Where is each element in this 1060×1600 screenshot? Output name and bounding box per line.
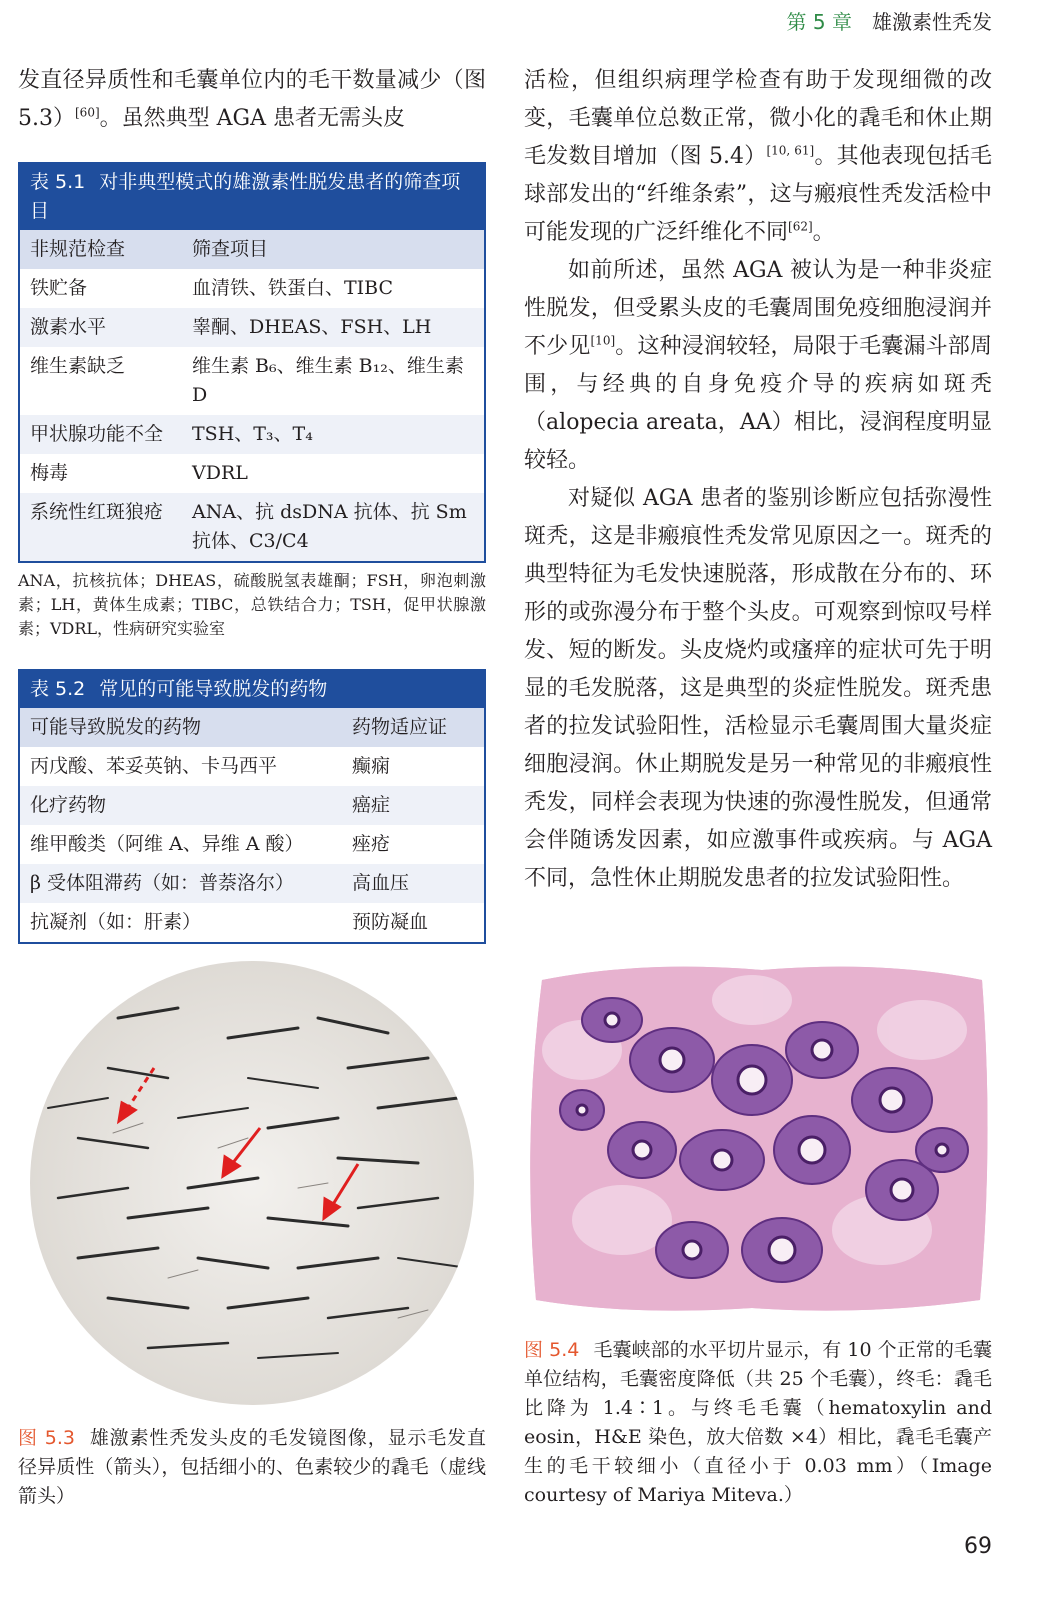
table-row	[20, 864, 484, 903]
table-row	[20, 347, 484, 415]
table-cell: VDRL	[192, 462, 248, 484]
figure-5-4-label: 图 5.4	[524, 1339, 580, 1361]
table-cell: β 受体阻滞药（如：普萘洛尔）	[30, 872, 295, 894]
left-paragraph	[18, 62, 486, 138]
page-number: 69	[964, 1534, 992, 1559]
table-cell: 预防凝血	[352, 911, 429, 933]
figure-5-3-label: 图 5.3	[18, 1427, 75, 1449]
figure-5-3-caption-text: 雄激素性秃发头皮的毛发镜图像，显示毛发直径异质性（箭头），包括细小的、色素较少的毳毛（虚线箭头）	[18, 1427, 486, 1507]
running-head	[787, 6, 992, 35]
table-row	[20, 786, 484, 825]
figure-5-3-caption	[18, 1424, 486, 1511]
right-paragraph-1	[524, 62, 992, 252]
right-paragraph-2	[524, 252, 992, 480]
right-column	[524, 62, 992, 898]
figure-5-4-histology-image	[522, 960, 992, 1316]
table-row	[20, 493, 484, 561]
figure-5-3-trichoscopy-image	[18, 958, 486, 1408]
citation-10-61: [10, 61]	[766, 143, 815, 158]
left-text-a: 发直径异质性和毛囊单位内的毛干数量减少（图 5.3）	[18, 68, 486, 131]
table-cell: 维甲酸类（阿维 A、异维 A 酸）	[30, 833, 304, 855]
table-cell: 化疗药物	[30, 794, 107, 816]
right-text-b: 。其他表现包括毛球部发出的“纤维条索”，这与瘢痕性秃发活检中可能发现的广泛纤维化不同	[524, 144, 993, 245]
table-5-1	[18, 162, 486, 563]
left-text-b: 。虽然典型 AGA 患者无需头皮	[99, 106, 405, 131]
histology-slide-image	[522, 960, 992, 1316]
chapter-title: 雄激素性秃发	[872, 10, 992, 34]
table-cell: 梅毒	[30, 462, 69, 484]
table-header-cell: 筛查项目	[192, 238, 269, 260]
table-cell: 甲状腺功能不全	[30, 423, 164, 445]
table-5-1-note: ANA，抗核抗体；DHEAS，硫酸脱氢表雄酮；FSH，卵泡刺激素；LH，黄体生成素；TIBC，总铁结合力；TSH，促甲状腺激素；VDRL，性病研究实验室	[18, 571, 486, 638]
left-column	[18, 62, 486, 944]
table-row	[20, 308, 484, 347]
table-cell: 抗凝剂（如：肝素）	[30, 911, 202, 933]
table-cell: 激素水平	[30, 316, 107, 338]
table-cell: 丙戊酸、苯妥英钠、卡马西平	[30, 755, 278, 777]
table-cell: 血清铁、铁蛋白、TIBC	[192, 277, 394, 299]
table-cell: TSH、T₃、T₄	[192, 423, 313, 445]
table-cell: 维生素缺乏	[30, 355, 126, 377]
citation-62: [62]	[788, 219, 813, 234]
table-row	[20, 454, 484, 493]
table-header-cell: 可能导致脱发的药物	[30, 716, 202, 738]
table-row	[20, 903, 484, 942]
right-text-c: 。	[812, 220, 835, 245]
table-5-2-caption: 常见的可能导致脱发的药物	[99, 678, 328, 700]
table-5-1-title	[20, 164, 484, 230]
right-text-a: 活检，但组织病理学检查有助于发现细微的改变，毛囊单位总数正常，微小化的毳毛和休止期毛发数目增加（图 5.4）	[524, 68, 992, 169]
citation-10: [10]	[590, 333, 616, 348]
table-5-1-caption: 对非典型模式的雄激素性脱发患者的筛查项目	[30, 171, 461, 222]
table-5-2-number: 表 5.2	[30, 678, 86, 700]
trichoscopy-circle-image	[18, 958, 486, 1408]
table-header-cell: 非规范检查	[30, 238, 126, 260]
right-paragraph-3: 对疑似 AGA 患者的鉴别诊断应包括弥漫性斑秃，这是非瘢痕性秃发常见原因之一。斑秃的典型特征为毛发快速脱落，形成散在分布的、环形的或弥漫分布于整个头皮。可观察到惊叹号样发、短的断发。头皮烧灼或瘙痒的症状可先于明显的毛发脱落，这是典型的炎症性脱发。斑秃患者的拉发试验阳性，活检显示毛囊周围大量炎症细胞浸润。休止期脱发是另一种常见的非瘢痕性秃发，同样会表现为快速的弥漫性脱发，但通常会伴随诱发因素，如应激事件或疾病。与 AGA 不同，急性休止期脱发患者的拉发试验阳性。	[524, 486, 992, 891]
figure-5-4-caption	[524, 1336, 992, 1510]
figure-5-4-caption-text: 毛囊峡部的水平切片显示，有 10 个正常的毛囊单位结构，毛囊密度降低（共 25 个毛囊），终毛：毳毛比降为 1.4∶1。与终毛毛囊（hematoxylin and eosin，H&E 染色，放大倍数 ×4）相比，毳毛毛囊产生的毛干较细小（直径小于 0.03 mm）（Image courtesy of Mariya Miteva.）	[524, 1339, 992, 1506]
chapter-number: 第 5 章	[786, 10, 852, 34]
table-row	[20, 269, 484, 308]
right-text-d: 如前所述，虽然 AGA 被认为是一种非炎症性脱发，但受累头皮的毛囊周围免疫细胞浸润并不少见	[524, 258, 992, 359]
table-cell: 痤疮	[352, 833, 391, 855]
table-header-row	[20, 708, 484, 747]
table-row	[20, 747, 484, 786]
right-text-e: 。这种浸润较轻，局限于毛囊漏斗部周围，与经典的自身免疫介导的疾病如斑秃（alopecia areata，AA）相比，浸润程度明显较轻。	[524, 334, 992, 473]
table-row	[20, 825, 484, 864]
citation-60: [60]	[75, 105, 100, 120]
table-cell: 癫痫	[352, 755, 391, 777]
table-cell: 癌症	[352, 794, 391, 816]
table-cell: 睾酮、DHEAS、FSH、LH	[192, 316, 432, 338]
table-row	[20, 415, 484, 454]
table-5-2	[18, 669, 486, 944]
table-cell: 维生素 B₆、维生素 B₁₂、维生素 D	[192, 355, 464, 406]
table-header-cell: 药物适应证	[352, 716, 448, 738]
table-5-2-title	[20, 671, 484, 708]
table-cell: 铁贮备	[30, 277, 88, 299]
table-cell: ANA、抗 dsDNA 抗体、抗 Sm 抗体、C3/C4	[192, 501, 467, 552]
table-cell: 系统性红斑狼疮	[30, 501, 164, 523]
table-5-1-number: 表 5.1	[30, 171, 86, 193]
table-cell: 高血压	[352, 872, 410, 894]
table-header-row	[20, 230, 484, 269]
